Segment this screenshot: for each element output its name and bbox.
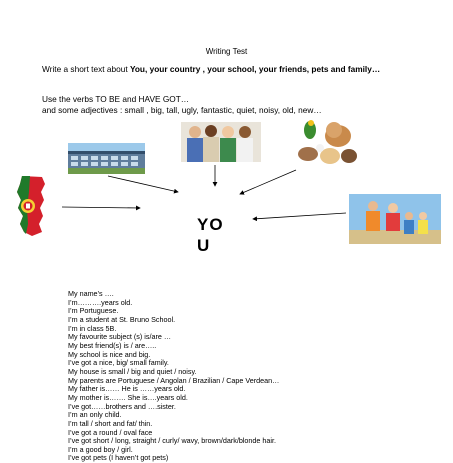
model-sentence: I’m tall / short and fat/ thin. bbox=[68, 418, 153, 428]
model-sentence: My favourite subject (s) is/are … bbox=[68, 332, 172, 342]
model-sentence: I’ve got a nice, big/ small family. bbox=[68, 358, 169, 368]
adjectives-line: and some adjectives : small , big, tall, ugly, fantastic, quiet, noisy, old, new… bbox=[42, 105, 322, 115]
model-sentences-list bbox=[68, 290, 279, 463]
model-sentence: My father is…… He is ……years old. bbox=[68, 384, 186, 394]
model-sentence: I’ve got short / long, straight / curly/ wavy, brown/dark/blonde hair. bbox=[68, 436, 277, 446]
family-picture bbox=[349, 194, 441, 244]
model-sentence: I’ve got……brothers and ….sister. bbox=[68, 401, 176, 411]
model-sentence: My name’s …. bbox=[68, 289, 114, 298]
instruction-prefix: Write a short text about bbox=[42, 64, 130, 74]
model-sentence: My mother is……. She is….years old. bbox=[68, 392, 188, 402]
center-word-you bbox=[197, 214, 224, 256]
verbs-adjectives-text bbox=[42, 94, 442, 116]
friends-picture bbox=[181, 122, 261, 162]
worksheet-title: Writing Test bbox=[205, 47, 248, 56]
model-sentence: I’ve got pets (I haven’t got pets) bbox=[68, 453, 169, 463]
center-word-line-2: U bbox=[197, 236, 211, 255]
model-sentence: My house is small / big and quiet / noisy. bbox=[68, 366, 197, 376]
school-building-picture bbox=[68, 143, 145, 174]
model-sentence: My parents are Portuguese / Angolan / Brazilian / Cape Verdean… bbox=[68, 375, 280, 385]
model-sentence: I’m in class 5B. bbox=[68, 323, 117, 333]
instruction-text bbox=[42, 63, 442, 75]
model-sentence: I’m a student at St. Bruno School. bbox=[68, 314, 176, 324]
pets-picture bbox=[296, 118, 360, 166]
model-sentence: I’m Portuguese. bbox=[68, 306, 119, 316]
instruction-topics: You, your country , your school, your friends, pets and family… bbox=[129, 64, 381, 74]
model-sentence: I’m a good boy / girl. bbox=[68, 444, 133, 454]
portugal-flag-map-picture bbox=[12, 174, 54, 238]
verbs-line: Use the verbs TO BE and HAVE GOT… bbox=[42, 94, 190, 104]
model-sentence: I’m……….years old. bbox=[68, 297, 133, 307]
model-sentence: My best friend(s) is / are….. bbox=[68, 340, 157, 350]
model-sentence: I’m an only child. bbox=[68, 410, 122, 420]
model-sentence: I’ve got a round / oval face bbox=[68, 427, 153, 437]
center-word-line-1: YO bbox=[197, 215, 224, 234]
model-sentence: My school is nice and big. bbox=[68, 349, 151, 359]
